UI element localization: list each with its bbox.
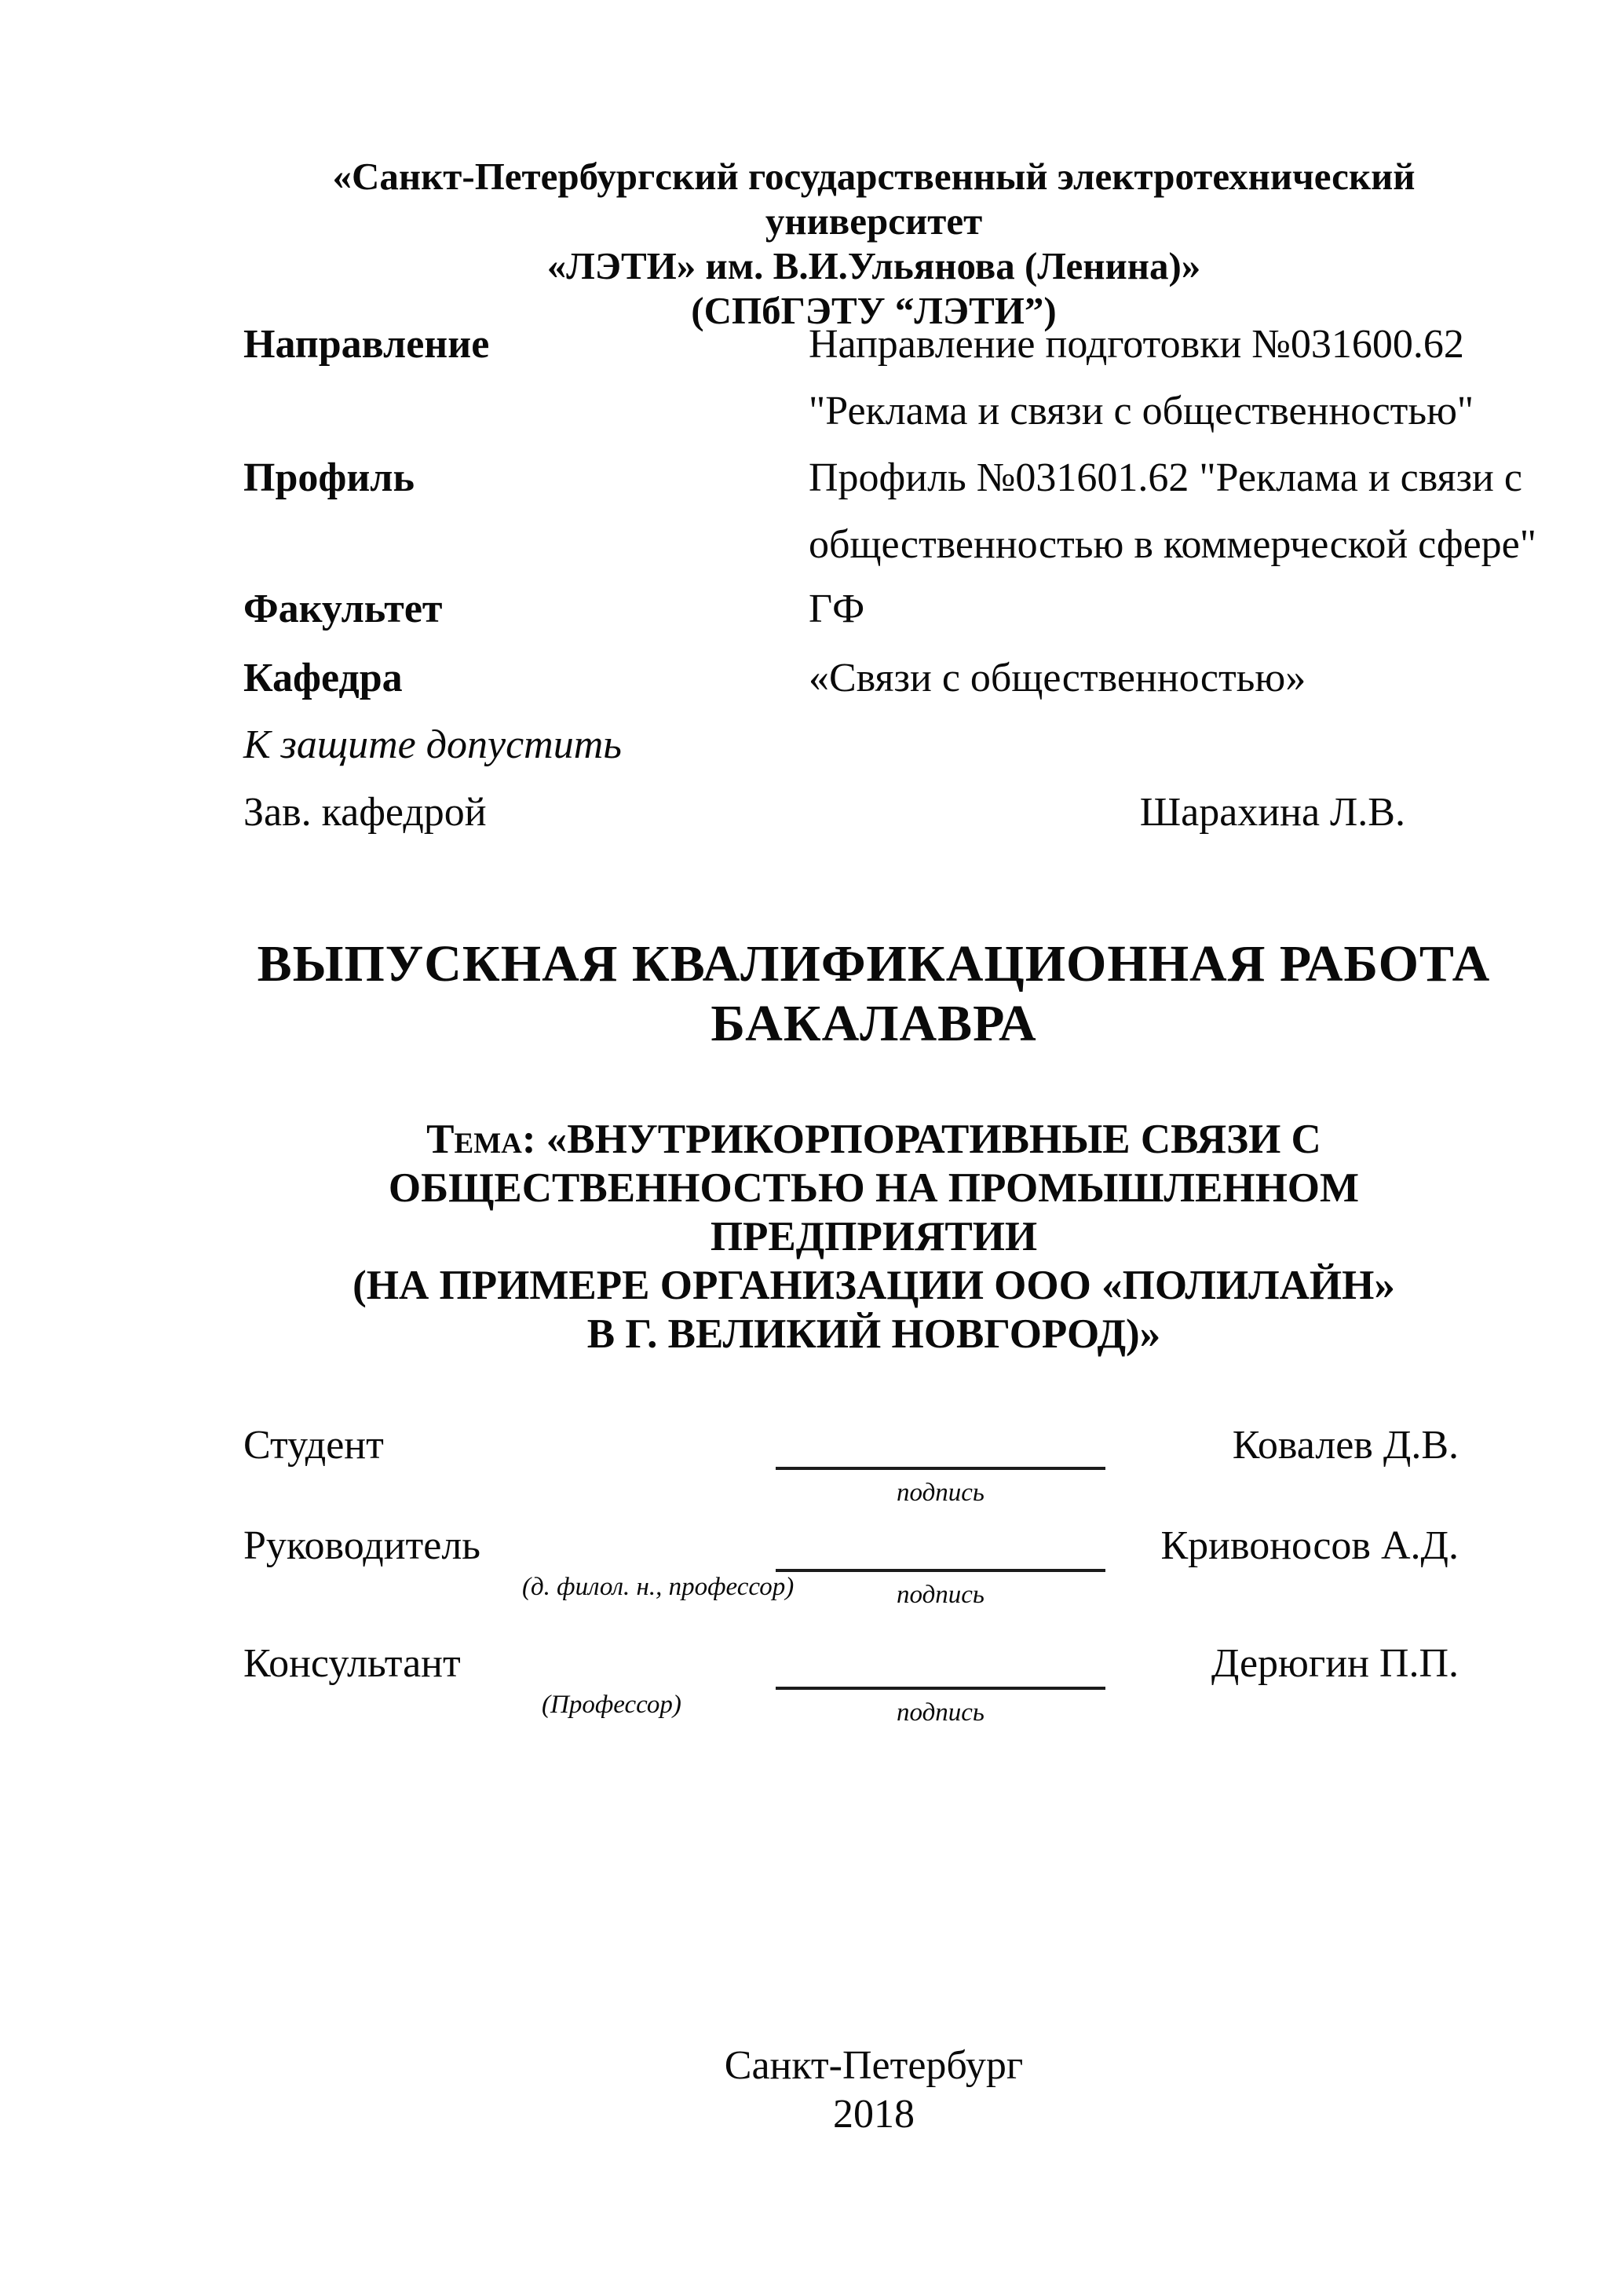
work-title bbox=[243, 934, 1504, 1054]
direction-value-line2: "Реклама и связи с общественностью" bbox=[809, 389, 1474, 433]
supervisor-qualifier: (д. филол. н., профессор) bbox=[522, 1573, 795, 1601]
profile-label: Профиль bbox=[243, 455, 415, 500]
direction-label: Направление bbox=[243, 322, 490, 367]
footer-year: 2018 bbox=[833, 2092, 915, 2137]
consultant-name: Дерюгин П.П. bbox=[1211, 1641, 1459, 1686]
department-label: Кафедра bbox=[243, 656, 403, 700]
department-head-name: Шарахина Л.В. bbox=[1139, 790, 1405, 835]
university-header bbox=[243, 154, 1504, 333]
profile-value-line2: общественностью в коммерческой сфере" bbox=[809, 522, 1536, 567]
footer-block bbox=[243, 2042, 1504, 2139]
theme-line1-text: «ВНУТРИКОРПОРАТИВНЫЕ СВЯЗИ С bbox=[546, 1117, 1321, 1162]
university-name-line2: «ЛЭТИ» им. В.И.Ульянова (Ленина)» bbox=[546, 244, 1201, 287]
theme-line3: (НА ПРИМЕРЕ ОРГАНИЗАЦИИ ООО «ПОЛИЛАЙН» bbox=[353, 1263, 1395, 1308]
footer-city: Санкт-Петербург bbox=[724, 2043, 1024, 2088]
consultant-signature-line bbox=[776, 1687, 1105, 1690]
supervisor-name: Кривоносов А.Д. bbox=[1160, 1523, 1459, 1568]
theme-line4: В Г. ВЕЛИКИЙ НОВГОРОД)» bbox=[586, 1311, 1161, 1357]
department-value: «Связи с общественностью» bbox=[809, 656, 1306, 700]
student-signature-caption: подпись bbox=[897, 1479, 985, 1507]
university-name-line1: «Санкт-Петербургский государственный электротехнический университет bbox=[332, 155, 1416, 243]
faculty-value: ГФ bbox=[809, 587, 865, 631]
department-head-label: Зав. кафедрой bbox=[243, 790, 487, 835]
profile-value-line1: Профиль №031601.62 "Реклама и связи с bbox=[809, 455, 1522, 500]
theme-prefix: Тема: bbox=[426, 1117, 536, 1162]
supervisor-role-label: Руководитель bbox=[243, 1523, 480, 1568]
theme-block bbox=[243, 1115, 1504, 1358]
consultant-signature-caption: подпись bbox=[897, 1698, 985, 1727]
admission-note: К защите допустить bbox=[243, 722, 622, 767]
work-title-line1: ВЫПУСКНАЯ КВАЛИФИКАЦИОННАЯ РАБОТА bbox=[257, 935, 1491, 993]
student-name: Ковалев Д.В. bbox=[1232, 1423, 1459, 1468]
student-signature-line bbox=[776, 1467, 1105, 1470]
student-role-label: Студент bbox=[243, 1423, 384, 1468]
supervisor-signature-caption: подпись bbox=[897, 1581, 985, 1609]
work-title-line2: БАКАЛАВРА bbox=[711, 995, 1037, 1052]
supervisor-signature-line bbox=[776, 1569, 1105, 1572]
theme-line2: ОБЩЕСТВЕННОСТЬЮ НА ПРОМЫШЛЕННОМ ПРЕДПРИЯТИИ bbox=[388, 1165, 1360, 1260]
university-abbreviation: (СПбГЭТУ “ЛЭТИ”) bbox=[691, 289, 1057, 332]
consultant-role-label: Консультант bbox=[243, 1641, 461, 1686]
direction-value-line1: Направление подготовки №031600.62 bbox=[809, 322, 1464, 367]
theme-line1 bbox=[243, 1115, 1504, 1164]
faculty-label: Факультет bbox=[243, 587, 443, 631]
consultant-qualifier: (Профессор) bbox=[542, 1691, 681, 1719]
